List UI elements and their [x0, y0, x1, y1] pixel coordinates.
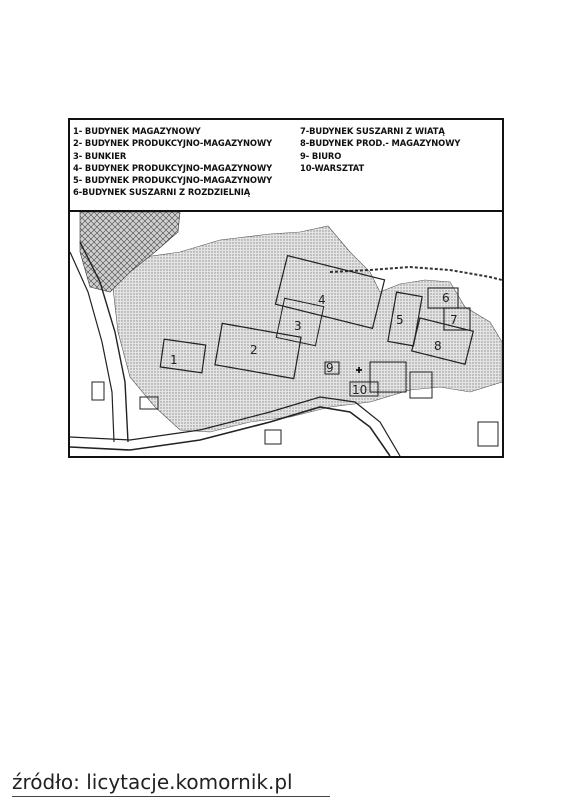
legend-item-2: 2- BUDYNEK PRODUKCYJNO-MAGAZYNOWY: [73, 138, 273, 149]
legend-column-left: [73, 125, 272, 199]
legend-item-6: 6-BUDYNEK SUSZARNI Z ROZDZIELNIĄ: [73, 187, 251, 198]
site-plan-frame: [68, 118, 504, 458]
legend-item-4: 4- BUDYNEK PRODUKCYJNO-MAGAZYNOWY: [73, 162, 273, 173]
site-map: [70, 212, 502, 456]
legend-item-10: 10-WARSZTAT: [300, 162, 365, 173]
neighbour-building: [265, 430, 281, 444]
source-underline: [12, 796, 330, 797]
legend: [70, 120, 502, 212]
neighbour-building: [92, 382, 104, 400]
building-number-1: 1: [170, 353, 178, 367]
neighbour-building: [478, 422, 498, 446]
building-number-8: 8: [434, 339, 442, 353]
legend-item-5: 5- BUDYNEK PRODUKCYJNO-MAGAZYNOWY: [73, 175, 273, 186]
building-number-3: 3: [294, 319, 302, 333]
legend-item-1: 1- BUDYNEK MAGAZYNOWY: [73, 126, 201, 136]
building-number-7: 7: [450, 313, 458, 327]
building-number-2: 2: [250, 343, 258, 357]
legend-item-7: 7-BUDYNEK SUSZARNI Z WIATĄ: [300, 126, 445, 136]
building-number-10: 10: [352, 383, 368, 397]
legend-item-3: 3- BUNKIER: [73, 150, 127, 161]
building-number-9: 9: [326, 361, 334, 375]
legend-item-8: 8-BUDYNEK PROD.- MAGAZYNOWY: [300, 138, 461, 149]
legend-item-9: 9- BIURO: [300, 150, 342, 161]
building-number-4: 4: [318, 293, 326, 307]
building-number-5: 5: [396, 313, 404, 327]
building-number-6: 6: [442, 291, 450, 305]
source-caption: źródło: licytacje.komornik.pl: [12, 770, 293, 794]
legend-column-right: [300, 125, 460, 174]
